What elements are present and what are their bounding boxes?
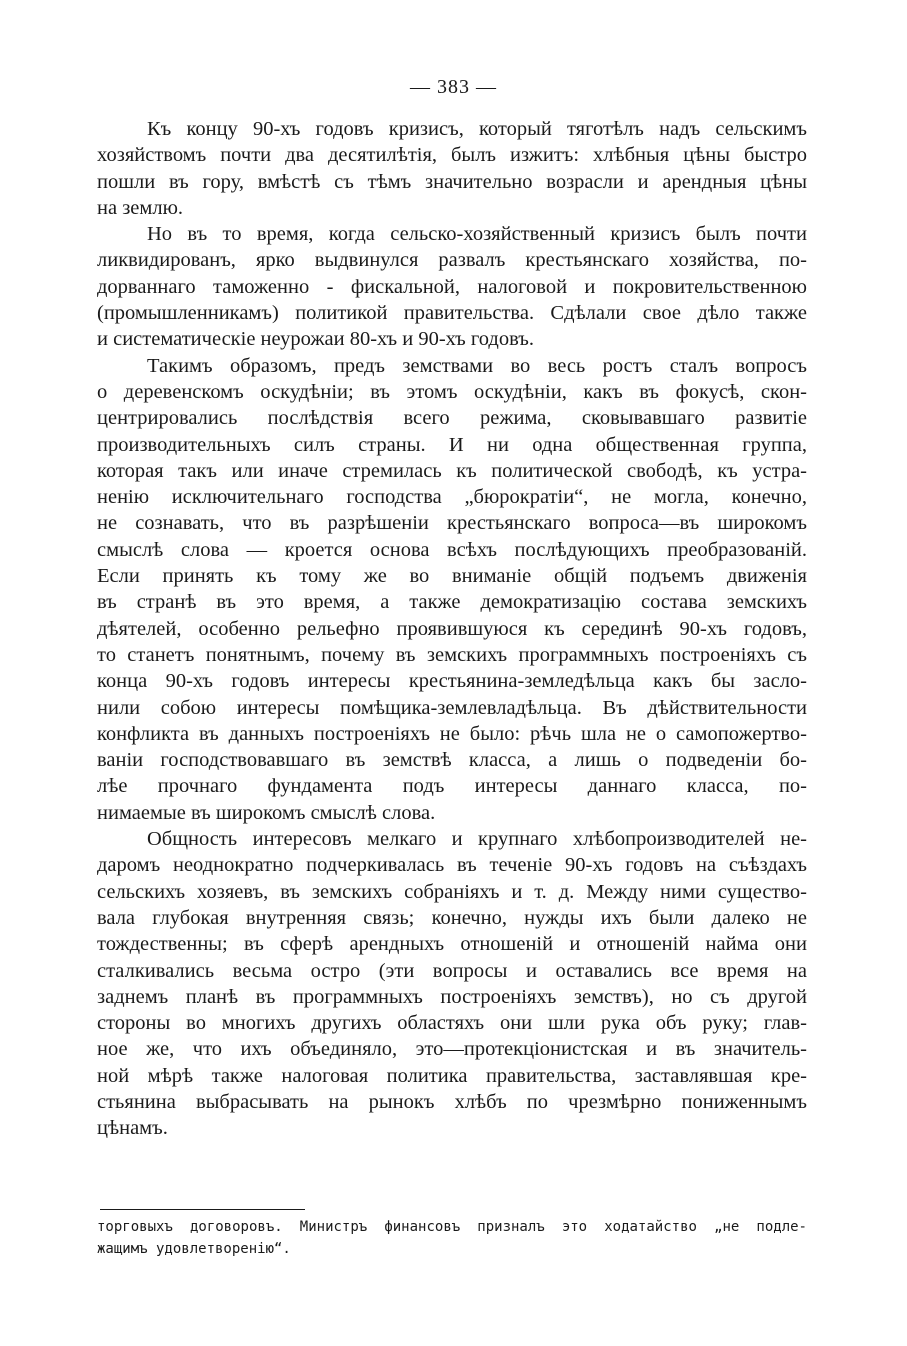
text-line: даромъ неоднократно подчеркивалась въ теченіе 90-хъ годовъ на съѣздахъ [97, 854, 807, 877]
paragraph-4 [97, 826, 807, 1142]
paragraph-1 [97, 116, 807, 221]
text-line: дѣятелей, особенно рельефно проявившуюся къ серединѣ 90-хъ годовъ, [97, 617, 807, 640]
text-line: тождественны; въ сферѣ арендныхъ отношеній и отношеній найма они [97, 933, 807, 956]
text-line: о деревенскомъ оскудѣніи; въ этомъ оскудѣніи, какъ въ фокусѣ, скон- [97, 380, 807, 403]
text-line: смыслѣ слова — кроется основа всѣхъ послѣдующихъ преобразованій. [97, 538, 807, 561]
text-line: конфликта въ данныхъ построеніяхъ не было: рѣчь шла не о самопожертво- [97, 722, 807, 745]
paragraph-2 [97, 221, 807, 352]
body-text [97, 116, 807, 1142]
text-line: дорваннаго таможенно - фискальной, налоговой и покровительственною [97, 275, 807, 298]
text-line: (промышленникамъ) политикой правительства. Сдѣлали свое дѣло также [97, 302, 807, 325]
text-line: ное же, что ихъ объединяло, это—протекціонистская и въ значитель- [97, 1038, 807, 1061]
text-line: хозяйствомъ почти два десятилѣтія, былъ изжитъ: хлѣбныя цѣны быстро [97, 144, 807, 167]
page-number: — 383 — [410, 76, 497, 98]
footnote-line: торговыхъ договоровъ. Министръ финансовъ призналъ это ходатайство „не подле- [97, 1219, 807, 1235]
text-line: на землю. [97, 196, 184, 219]
text-line: въ странѣ въ это время, а также демократизацію состава земскихъ [97, 591, 807, 614]
text-line: вала глубокая внутренняя связь; конечно, нужды ихъ были далеко не [97, 906, 807, 929]
text-line: то станетъ понятнымъ, почему въ земскихъ программныхъ построеніяхъ съ [97, 643, 807, 666]
text-line: Общность интересовъ мелкаго и крупнаго хлѣбопроизводителей не- [147, 828, 807, 851]
footnote-divider [100, 1209, 305, 1210]
text-line: цѣнамъ. [97, 1117, 168, 1140]
text-line: и систематическіе неурожаи 80-хъ и 90-хъ годовъ. [97, 328, 534, 351]
text-line: сельскихъ хозяевъ, въ земскихъ собраніяхъ и т. д. Между ними существо- [97, 880, 807, 903]
text-line: сталкивались весьма остро (эти вопросы и оставались все время на [97, 959, 807, 982]
text-line: конца 90-хъ годовъ интересы крестьянина-земледѣльца какъ бы засло- [97, 670, 807, 693]
text-line: лѣе прочнаго фундамента подъ интересы даннаго класса, по- [97, 775, 807, 798]
text-line: производительныхъ силъ страны. И ни одна общественная группа, [97, 433, 807, 456]
footnote-line: жащимъ удовлетворенію“. [97, 1241, 291, 1257]
paragraph-3 [97, 353, 807, 826]
text-line: ликвидированъ, ярко выдвинулся развалъ крестьянскаго хозяйства, по- [97, 249, 807, 272]
text-line: которая такъ или иначе стремилась къ политической свободѣ, къ устра- [97, 459, 807, 482]
text-line: нимаемые въ широкомъ смыслѣ слова. [97, 801, 436, 824]
text-line: Если принять къ тому же во вниманіе общій подъемъ движенія [97, 565, 807, 588]
text-line: Къ концу 90-хъ годовъ кризисъ, который тяготѣлъ надъ сельскимъ [147, 118, 807, 140]
text-line: центрировались послѣдствія всего режима, сковывавшаго развитіе [97, 407, 807, 430]
text-line: Такимъ образомъ, предъ земствами во весь ростъ сталъ вопросъ [147, 354, 807, 377]
footnote [97, 1216, 807, 1260]
text-line: стороны во многихъ другихъ областяхъ они шли рука объ руку; глав- [97, 1012, 807, 1035]
text-line: не сознавать, что въ разрѣшеніи крестьянскаго вопроса—въ широкомъ [97, 512, 807, 535]
text-line: пошли въ гору, вмѣстѣ съ тѣмъ значительно возрасли и арендныя цѣны [97, 170, 807, 193]
text-line: ной мѣрѣ также налоговая политика правительства, заставлявшая кре- [97, 1064, 807, 1087]
text-line: Но въ то время, когда сельско-хозяйственный кризисъ былъ почти [147, 223, 807, 246]
text-line: заднемъ планѣ въ программныхъ построеніяхъ земствъ), но съ другой [97, 985, 807, 1008]
text-line: ваніи господствовавшаго въ земствѣ класса, а лишь о подведеніи бо- [97, 749, 807, 772]
text-line: стьянина выбрасывать на рынокъ хлѣбъ по чрезмѣрно пониженнымъ [97, 1090, 807, 1113]
text-line: ненію исключительнаго господства „бюрократіи“, не могла, конечно, [97, 486, 807, 509]
text-line: нили собою интересы помѣщика-землевладѣльца. Въ дѣйствительности [97, 696, 807, 719]
